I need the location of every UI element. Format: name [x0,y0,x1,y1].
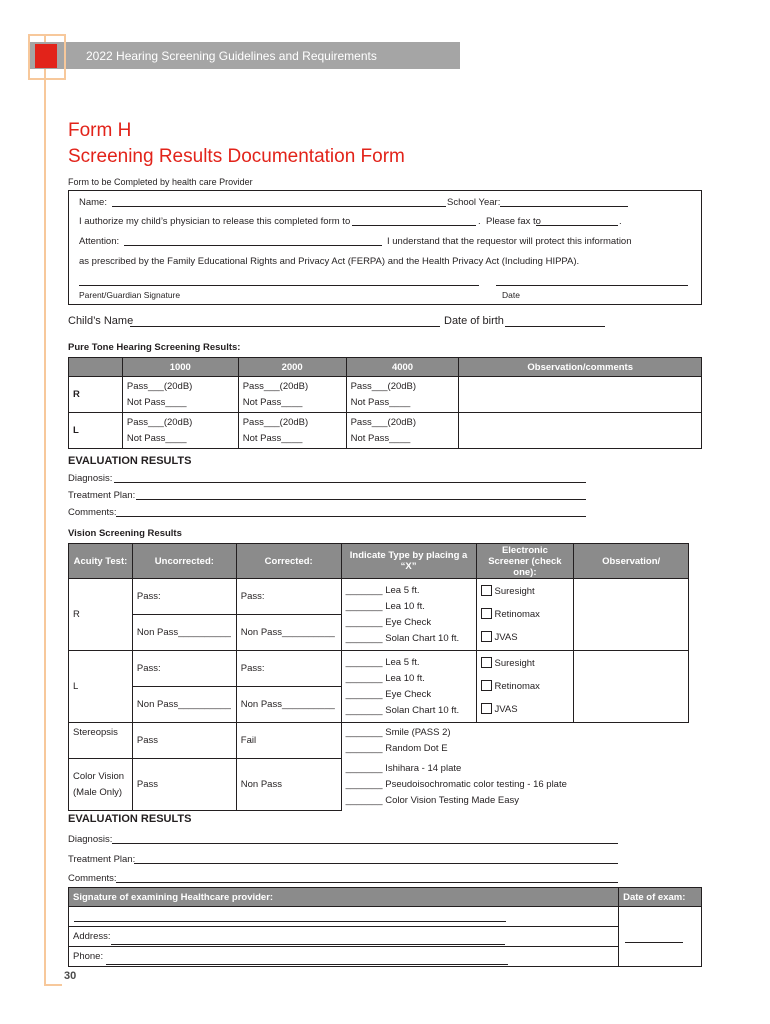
uncorrected-pass-cell[interactable]: Pass: [132,651,236,687]
vision-col-observation: Observation/ [574,544,689,579]
provider-signature-label: Signature of examining Healthcare provider: [69,888,619,907]
address-field[interactable] [111,944,505,945]
address-label: Address: [73,931,111,942]
checkbox-icon[interactable] [481,680,492,691]
phone-cell[interactable] [69,947,619,967]
vision-row-color [69,759,689,811]
hearing-observation-cell[interactable] [459,413,702,449]
signature-table [68,887,702,967]
comments-label: Comments: [68,507,117,518]
checkbox-icon[interactable] [481,703,492,714]
page-number: 30 [64,970,77,982]
checkbox-icon[interactable] [481,585,492,596]
evaluation-heading: EVALUATION RESULTS [68,813,192,825]
corrected-nonpass-cell[interactable]: Non Pass__________ [236,615,341,651]
color-type-cell[interactable]: _______ Ishihara - 14 plate _______ Pseudoisochromatic color testing - 16 plate _______ Color Vision Testing Made Easy [345,762,567,806]
guardian-signature-label: Parent/Guardian Signature [79,290,181,300]
ear-label-l: L [69,413,123,449]
hearing-cell[interactable]: Pass___(20dB) Not Pass____ [122,377,238,413]
vision-heading: Vision Screening Results [68,528,182,539]
hearing-cell[interactable]: Pass___(20dB) Not Pass____ [122,413,238,449]
attention-label: Attention: [79,236,120,247]
vision-label-l: L [69,651,133,723]
vision-row-stereopsis [69,723,689,759]
guardian-signature-field[interactable] [79,285,479,286]
diagnosis-label: Diagnosis: [68,473,113,484]
release-to-field[interactable] [352,225,476,226]
diagnosis-field[interactable] [114,482,586,483]
vision-col-type: Indicate Type by placing a “X” [341,544,476,579]
period-text: . [619,216,622,227]
phone-label: Phone: [73,951,104,962]
completed-by-note: Form to be Completed by health care Provider [68,177,253,187]
hearing-cell[interactable]: Pass___(20dB) Not Pass____ [238,377,346,413]
provider-signature-cell[interactable] [69,907,619,927]
screener-cell[interactable]: Suresight Retinomax JVAS [476,579,574,651]
date-of-exam-field[interactable] [625,942,683,943]
hearing-cell[interactable]: Pass___(20dB) Not Pass____ [238,413,346,449]
stereopsis-type-cell[interactable]: _______ Smile (PASS 2) _______ Random Dot E [341,723,688,759]
hearing-col-4000: 4000 [346,358,459,377]
comments-label: Comments: [68,873,117,884]
fax-field[interactable] [536,225,618,226]
fax-label: Please fax to [486,216,541,227]
guardian-date-label: Date [502,290,520,300]
vision-observation-cell[interactable] [574,651,689,723]
hearing-row-l [69,413,702,449]
hearing-col-2000: 2000 [238,358,346,377]
vision-label-r: R [69,579,133,651]
diagnosis-field[interactable] [112,843,618,844]
school-year-label: School Year: [447,197,501,208]
stereopsis-corrected[interactable]: Fail [236,723,341,759]
header-decorative-box [28,34,66,80]
color-vision-label: Color Vision (Male Only) [69,759,133,811]
screener-cell[interactable]: Suresight Retinomax JVAS [476,651,574,723]
hearing-col-observation: Observation/comments [459,358,702,377]
understand-text: I understand that the requestor will protect this information [387,236,632,247]
name-field[interactable] [112,206,446,207]
ear-label-r: R [69,377,123,413]
comments-field[interactable] [116,516,586,517]
period-text: . [478,216,481,227]
treatment-label: Treatment Plan: [68,490,136,501]
checkbox-icon[interactable] [481,657,492,668]
type-cell[interactable]: _______ Lea 5 ft. _______ Lea 10 ft. _______ Eye Check _______ Solan Chart 10 ft. [341,579,476,651]
ferpa-text: as prescribed by the Family Educational Rights and Privacy Act (FERPA) and the Health Privacy Act (Including HIPPA). [79,256,580,267]
hearing-observation-cell[interactable] [459,377,702,413]
treatment-field[interactable] [134,863,618,864]
hearing-cell[interactable]: Pass___(20dB) Not Pass____ [346,413,459,449]
name-label: Name: [79,197,107,208]
hearing-col-1000: 1000 [122,358,238,377]
hearing-corner [69,358,123,377]
vision-table [68,543,689,811]
authorization-box [68,190,702,305]
corrected-pass-cell[interactable]: Pass: [236,579,341,615]
header-title: 2022 Hearing Screening Guidelines and Requirements [86,49,377,63]
color-corrected[interactable]: Non Pass [236,759,341,811]
dob-label: Date of birth [444,315,504,327]
authorize-text: I authorize my child’s physician to release this completed form to [79,216,351,227]
diagnosis-label: Diagnosis: [68,834,113,845]
comments-field[interactable] [116,882,618,883]
form-title: Form H [68,120,132,141]
decorative-rule [44,984,62,986]
corrected-nonpass-cell[interactable]: Non Pass__________ [236,687,341,723]
vision-col-acuity: Acuity Test: [69,544,133,579]
stereopsis-uncorrected[interactable]: Pass [132,723,236,759]
checkbox-icon[interactable] [481,608,492,619]
vision-col-uncorrected: Uncorrected: [132,544,236,579]
form-subtitle: Screening Results Documentation Form [68,146,405,167]
date-of-exam-cell[interactable] [619,907,702,967]
type-cell[interactable]: _______ Lea 5 ft. _______ Lea 10 ft. _______ Eye Check _______ Solan Chart 10 ft. [341,651,476,723]
hearing-row-r [69,377,702,413]
guardian-date-field[interactable] [496,285,688,286]
checkbox-icon[interactable] [481,631,492,642]
uncorrected-nonpass-cell[interactable]: Non Pass__________ [132,615,236,651]
phone-field[interactable] [106,964,508,965]
vision-observation-cell[interactable] [574,579,689,651]
hearing-cell[interactable]: Pass___(20dB) Not Pass____ [346,377,459,413]
child-name-label: Child’s Name [68,315,134,327]
hearing-heading: Pure Tone Hearing Screening Results: [68,342,241,353]
stereopsis-label: Stereopsis [69,723,133,759]
uncorrected-nonpass-cell[interactable]: Non Pass__________ [132,687,236,723]
school-year-field[interactable] [500,206,628,207]
vision-col-corrected: Corrected: [236,544,341,579]
provider-signature-field[interactable] [74,921,506,922]
vision-row-l [69,651,689,687]
uncorrected-pass-cell[interactable]: Pass: [132,579,236,615]
vision-col-screener: Electronic Screener (check one): [476,544,574,579]
evaluation-heading: EVALUATION RESULTS [68,455,192,467]
dob-field[interactable] [505,326,605,327]
attention-field[interactable] [124,245,382,246]
date-of-exam-label: Date of exam: [619,888,702,907]
hearing-table [68,357,702,449]
corrected-pass-cell[interactable]: Pass: [236,651,341,687]
address-cell[interactable] [69,927,619,947]
decorative-rule [44,36,46,986]
treatment-field[interactable] [136,499,586,500]
treatment-label: Treatment Plan: [68,854,136,865]
vision-row-r [69,579,689,615]
child-name-field[interactable] [130,326,440,327]
color-uncorrected[interactable]: Pass [132,759,236,811]
